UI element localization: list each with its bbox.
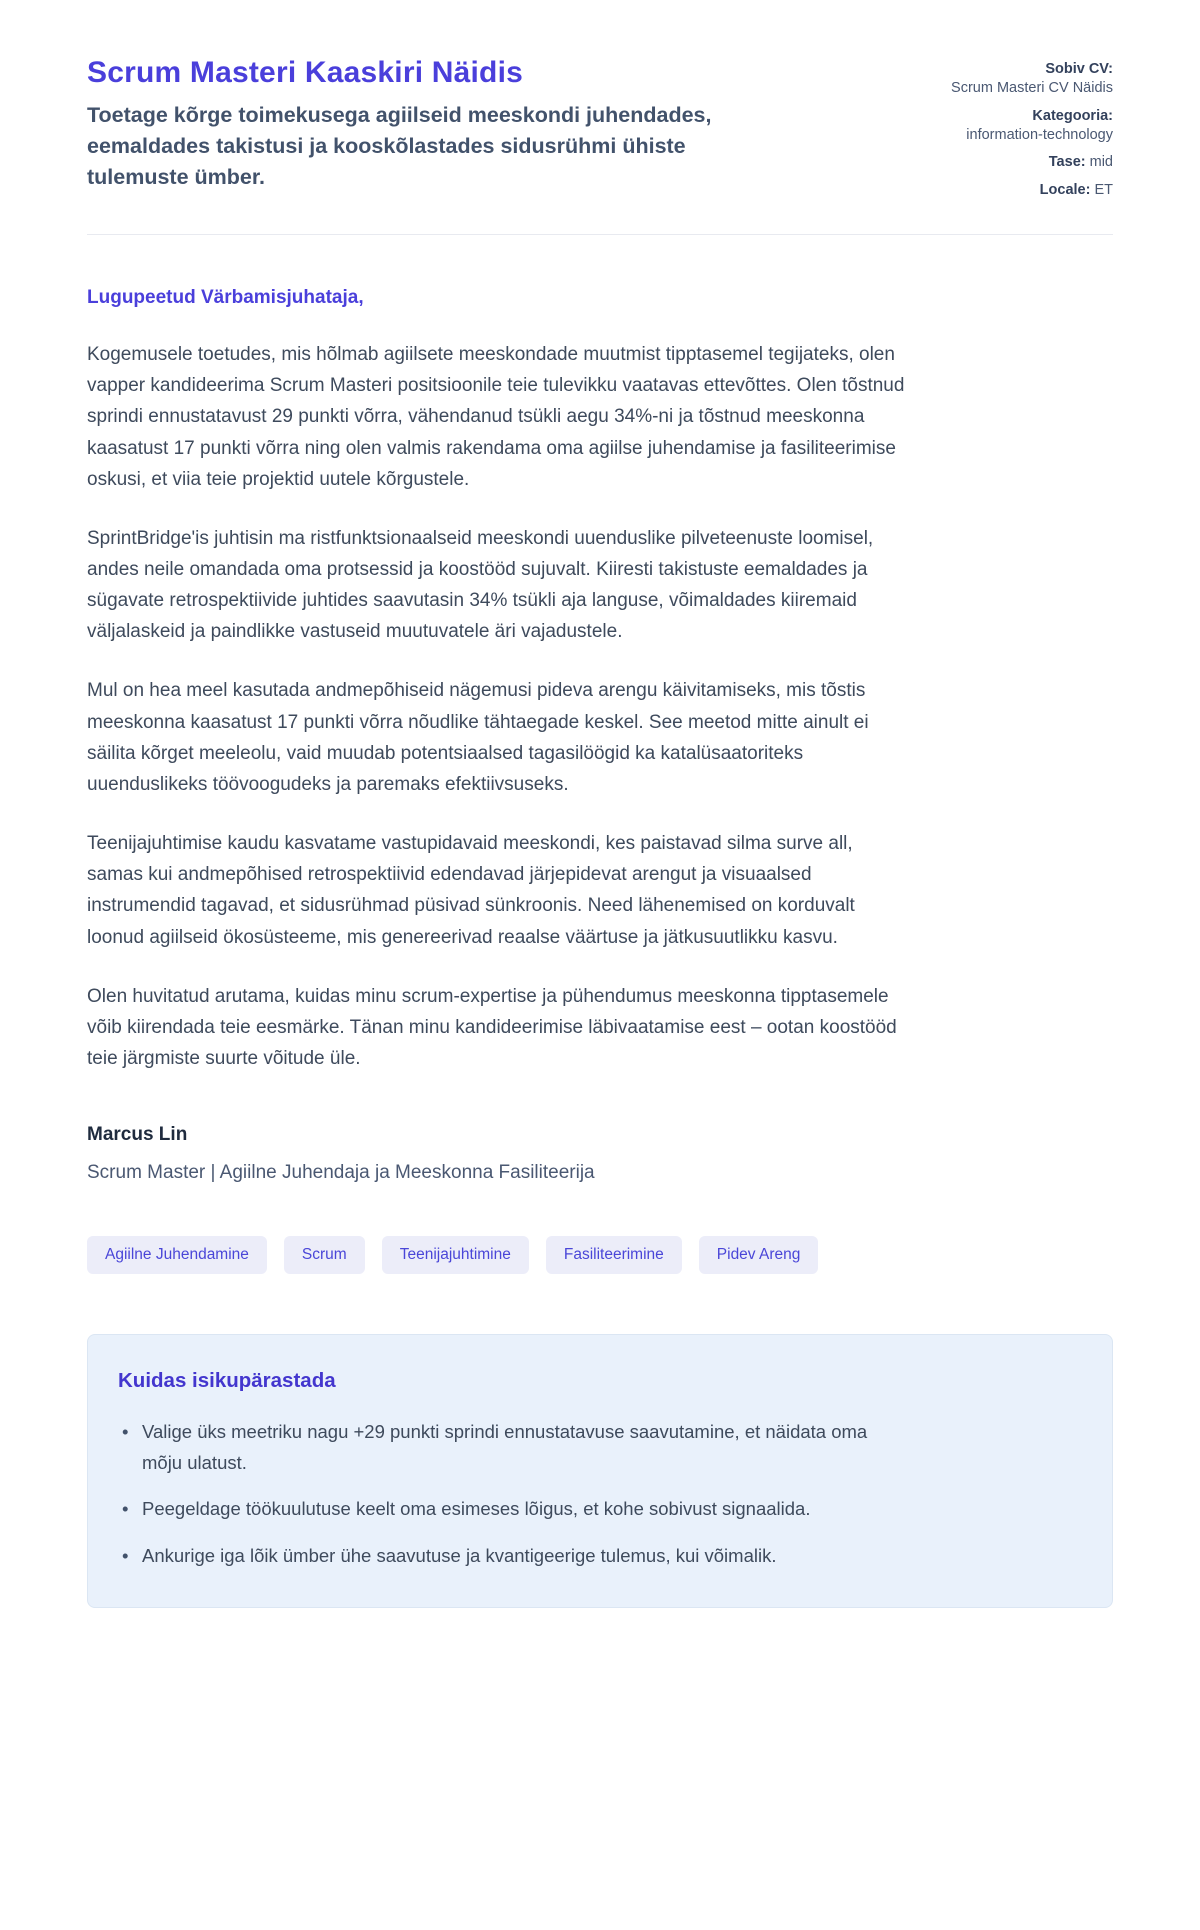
meta-label: Kategooria: — [1032, 107, 1113, 124]
meta-value: information-technology — [966, 126, 1113, 143]
letter-paragraph: Mul on hea meel kasutada andmepõhiseid nägemusi pideva arengu käivitamiseks, mis tõstis meeskonna kaasatust 17 punkti võrra nõudlike tähtaegade keskel. See meetod mitte ainult ei säilita kõrget meeleolu, vaid muudab potentsiaalsed tagasilöögid ka katalüsaatoriteks uuenduslikeks töövoogudeks ja paremaks efektiivsuseks. — [87, 680, 869, 795]
meta-label: Tase: — [1048, 154, 1086, 171]
header-divider — [87, 234, 1113, 235]
meta-item-matching-cv — [938, 60, 1113, 98]
tip-item: • Ankurige iga lõik ümber ühe saavutuse ja kvantigeerige tulemus, kui võimalik. — [118, 1541, 908, 1572]
letter-body — [87, 287, 909, 1184]
tag-chip: Scrum — [284, 1236, 365, 1274]
tips-title: Kuidas isikupärastada — [118, 1369, 336, 1393]
tip-item: • Peegeldage töökuulutuse keelt oma esimeses lõigus, et kohe sobivust signaalida. — [118, 1494, 908, 1525]
meta-value: Scrum Masteri CV Näidis — [951, 79, 1113, 96]
signature-role: Scrum Master | Agiilne Juhendaja ja Meeskonna Fasiliteerija — [87, 1162, 595, 1184]
meta-value: ET — [1094, 182, 1113, 199]
tag-chip: Agiilne Juhendamine — [87, 1236, 267, 1274]
page-header — [87, 56, 1113, 200]
tag-chip: Teenijajuhtimine — [382, 1236, 529, 1274]
tag-chip: Fasiliteerimine — [546, 1236, 682, 1274]
personalization-tips-box — [87, 1334, 1113, 1608]
meta-item-locale — [938, 181, 1113, 200]
meta-item-level — [938, 153, 1113, 172]
page-subtitle: Toetage kõrge toimekusega agiilseid meeskondi juhendades, eemaldades takistusi ja kooskõlastades sidusrühmi ühiste tulemuste ümber. — [87, 103, 712, 190]
cover-letter-page — [87, 0, 1113, 1608]
letter-paragraph: Olen huvitatud arutama, kuidas minu scrum-expertise ja pühendumus meeskonna tipptasemele võib kiirendada teie eesmärke. Tänan minu kandideerimise läbivaatamise eest – ootan koostööd teie järgmiste suurte võitude üle. — [87, 985, 897, 1070]
letter-greeting: Lugupeetud Värbamisjuhataja, — [87, 287, 364, 309]
letter-paragraph: Teenijajuhtimise kaudu kasvatame vastupidavaid meeskondi, kes paistavad silma surve all, samas kui andmepõhised retrospektiivid edendavad järjepidevat arengut ja visuaalsed instrumendid tagavad, et sidusrühmad püsivad sünkroonis. Need lähenemised on korduvalt loonud agiilseid ökosüsteeme, mis genereerivad reaalse väärtuse ja jätkusuutlikku kasvu. — [87, 833, 855, 948]
letter-paragraph: SprintBridge'is juhtisin ma ristfunktsionaalseid meeskondi uuenduslike pilveteenuste loomisel, andes neile omandada oma protsessid ja koostööd sujuvalt. Kiiresti takistuste eemaldades ja sügavate retrospektiivide juhtides saavutasin 34% tsükli aja languse, võimaldades kiiremaid väljalaskeid ja paindlikke vastuseid muutuvatele äri vajadustele. — [87, 527, 874, 643]
meta-label: Locale: — [1039, 182, 1091, 199]
skill-tags-row — [87, 1236, 1113, 1274]
signature-name: Marcus Lin — [87, 1124, 188, 1146]
page-title: Scrum Masteri Kaaskiri Näidis — [87, 56, 523, 89]
header-meta-block — [938, 56, 1113, 200]
tag-chip: Pidev Areng — [699, 1236, 819, 1274]
meta-value: mid — [1089, 154, 1113, 171]
meta-label: Sobiv CV: — [1045, 61, 1113, 77]
letter-paragraph: Kogemusele toetudes, mis hõlmab agiilsete meeskondade muutmist tipptasemel tegijateks, olen vapper kandideerima Scrum Masteri positsioonile teie tulevikku vaatavas ettevõttes. Olen tõstnud sprindi ennustatavust 29 punkti võrra, vähendanud tsükli aegu 34%-ni ja tõstnud meeskonna kaasatust 17 punkti võrra ning olen valmis rakendama oma agiilse juhendamise ja fasiliteerimise oskusi, et viia teie projektid uutele kõrgustele. — [87, 344, 905, 490]
tips-list — [118, 1417, 1082, 1571]
tip-item: • Valige üks meetriku nagu +29 punkti sprindi ennustatavuse saavutamine, et näidata oma mõju ulatust. — [118, 1417, 908, 1478]
header-title-block — [87, 56, 747, 194]
meta-item-category — [938, 107, 1113, 145]
